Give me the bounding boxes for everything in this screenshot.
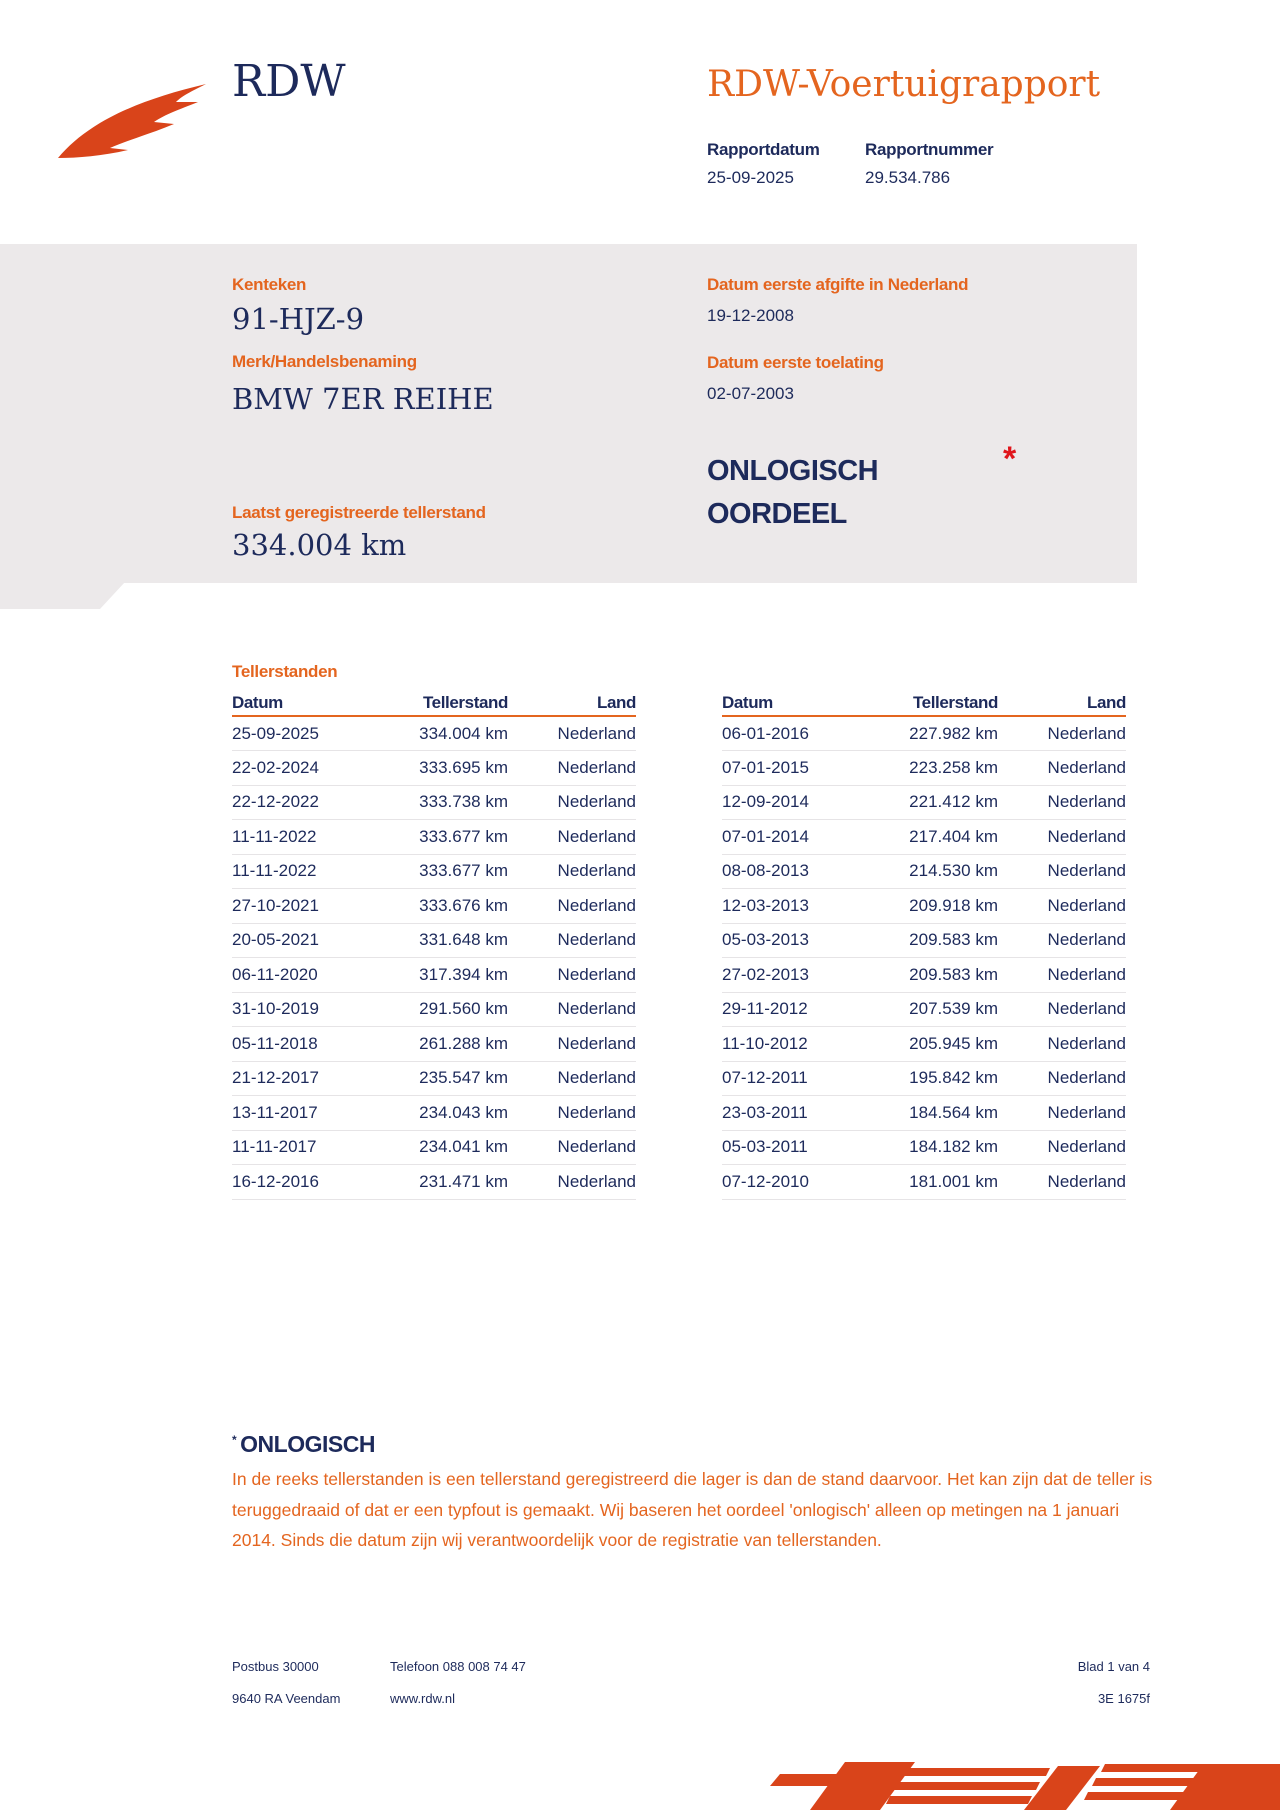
first-registration-nl-value: 19-12-2008 <box>707 306 794 325</box>
cell-odometer: 231.471 km <box>392 1165 508 1200</box>
verdict-line-2: OORDEEL <box>707 498 847 530</box>
cell-odometer: 291.560 km <box>392 992 508 1027</box>
cell-odometer: 333.677 km <box>392 854 508 889</box>
table-row <box>232 854 636 889</box>
cell-country: Nederland <box>998 1096 1126 1131</box>
cell-date: 12-09-2014 <box>722 785 882 820</box>
cell-odometer: 234.041 km <box>392 1130 508 1165</box>
cell-country: Nederland <box>508 820 636 855</box>
odometer-table-title: Tellerstanden <box>232 662 338 681</box>
table-row <box>232 1130 636 1165</box>
cell-country: Nederland <box>998 820 1126 855</box>
cell-date: 05-11-2018 <box>232 1027 392 1062</box>
plate-value: 91-HJZ-9 <box>232 302 365 336</box>
cell-date: 11-10-2012 <box>722 1027 882 1062</box>
table-row <box>722 716 1126 751</box>
report-number: 29.534.786 <box>865 168 951 187</box>
cell-odometer: 214.530 km <box>882 854 998 889</box>
table-row <box>232 958 636 993</box>
cell-odometer: 209.583 km <box>882 923 998 958</box>
column-header-date: Datum <box>722 690 882 716</box>
cell-country: Nederland <box>998 751 1126 786</box>
table-row <box>722 751 1126 786</box>
cell-date: 27-02-2013 <box>722 958 882 993</box>
cell-country: Nederland <box>508 1130 636 1165</box>
cell-date: 20-05-2021 <box>232 923 392 958</box>
cell-country: Nederland <box>508 1165 636 1200</box>
column-header-date: Datum <box>232 690 392 716</box>
cell-date: 07-01-2015 <box>722 751 882 786</box>
cell-country: Nederland <box>508 1096 636 1131</box>
table-row <box>232 1027 636 1062</box>
cell-odometer: 207.539 km <box>882 992 998 1027</box>
table-row <box>722 889 1126 924</box>
cell-country: Nederland <box>508 751 636 786</box>
cell-date: 27-10-2021 <box>232 889 392 924</box>
cell-odometer: 184.182 km <box>882 1130 998 1165</box>
cell-country: Nederland <box>508 992 636 1027</box>
cell-date: 07-12-2011 <box>722 1061 882 1096</box>
verdict-asterisk: * <box>1003 440 1017 478</box>
report-number-label: Rapportnummer <box>865 140 994 159</box>
cell-date: 08-08-2013 <box>722 854 882 889</box>
cell-odometer: 317.394 km <box>392 958 508 993</box>
report-date-label: Rapportdatum <box>707 140 820 159</box>
cell-country: Nederland <box>998 854 1126 889</box>
cell-odometer: 333.695 km <box>392 751 508 786</box>
note-text: In de reeks tellerstanden is een tellerstand geregistreerd die lager is dan de stand daarvoor. Het kan zijn dat de teller is teruggedraaid of dat er een typfout is gemaakt. Wij baseren het oordeel 'onlogisch' alleen op metingen na 1 januari 2014. Sinds die datum zijn wij verantwoordelijk voor de registratie van tellerstanden. <box>232 1469 1153 1550</box>
footer-page-number: Blad 1 van 4 <box>1077 1659 1150 1674</box>
cell-odometer: 195.842 km <box>882 1061 998 1096</box>
cell-odometer: 205.945 km <box>882 1027 998 1062</box>
first-admission-label: Datum eerste toelating <box>707 353 884 372</box>
cell-country: Nederland <box>998 923 1126 958</box>
cell-odometer: 333.676 km <box>392 889 508 924</box>
odometer-table-right <box>722 690 1126 1200</box>
table-row <box>232 1061 636 1096</box>
cell-date: 05-03-2011 <box>722 1130 882 1165</box>
cell-odometer: 333.738 km <box>392 785 508 820</box>
cell-odometer: 333.677 km <box>392 820 508 855</box>
cell-odometer: 234.043 km <box>392 1096 508 1131</box>
cell-country: Nederland <box>508 958 636 993</box>
table-header-row <box>722 690 1126 716</box>
cell-country: Nederland <box>998 1027 1126 1062</box>
table-row <box>722 1027 1126 1062</box>
report-date: 25-09-2025 <box>707 168 794 187</box>
cell-odometer: 217.404 km <box>882 820 998 855</box>
cell-odometer: 223.258 km <box>882 751 998 786</box>
cell-date: 13-11-2017 <box>232 1096 392 1131</box>
note-marker: * <box>232 1433 237 1447</box>
odometer-rows-left <box>232 716 636 1199</box>
cell-country: Nederland <box>998 1165 1126 1200</box>
cell-odometer: 235.547 km <box>392 1061 508 1096</box>
cell-country: Nederland <box>508 716 636 751</box>
cell-odometer: 227.982 km <box>882 716 998 751</box>
cell-odometer: 209.918 km <box>882 889 998 924</box>
column-header-country: Land <box>998 690 1126 716</box>
last-odometer-label: Laatst geregistreerde tellerstand <box>232 503 486 522</box>
cell-date: 06-01-2016 <box>722 716 882 751</box>
table-row <box>722 923 1126 958</box>
note-title <box>232 1431 375 1458</box>
document-title: RDW-Voertuigrapport <box>707 64 1101 105</box>
cell-date: 11-11-2017 <box>232 1130 392 1165</box>
cell-date: 11-11-2022 <box>232 820 392 855</box>
cell-date: 07-01-2014 <box>722 820 882 855</box>
cell-odometer: 181.001 km <box>882 1165 998 1200</box>
table-row <box>232 1165 636 1200</box>
footer-address-line-1: Postbus 30000 <box>232 1659 319 1674</box>
first-admission-value: 02-07-2003 <box>707 384 794 403</box>
note-title-text: ONLOGISCH <box>240 1431 375 1457</box>
cell-date: 29-11-2012 <box>722 992 882 1027</box>
cell-country: Nederland <box>508 923 636 958</box>
cell-country: Nederland <box>508 854 636 889</box>
cell-date: 07-12-2010 <box>722 1165 882 1200</box>
cell-date: 16-12-2016 <box>232 1165 392 1200</box>
cell-odometer: 209.583 km <box>882 958 998 993</box>
verdict <box>707 450 878 536</box>
cell-date: 23-03-2011 <box>722 1096 882 1131</box>
table-row <box>232 785 636 820</box>
cell-country: Nederland <box>998 785 1126 820</box>
last-odometer-value: 334.004 km <box>232 528 407 562</box>
cell-country: Nederland <box>998 958 1126 993</box>
footer-document-code: 3E 1675f <box>1097 1691 1150 1706</box>
table-row <box>232 751 636 786</box>
cell-country: Nederland <box>508 1061 636 1096</box>
cell-date: 06-11-2020 <box>232 958 392 993</box>
cell-date: 22-12-2022 <box>232 785 392 820</box>
odometer-rows-right <box>722 716 1126 1199</box>
make-value: BMW 7ER REIHE <box>232 382 494 416</box>
cell-odometer: 331.648 km <box>392 923 508 958</box>
cell-country: Nederland <box>508 785 636 820</box>
table-row <box>722 1061 1126 1096</box>
table-row <box>722 1130 1126 1165</box>
cell-date: 05-03-2013 <box>722 923 882 958</box>
cell-country: Nederland <box>998 1130 1126 1165</box>
rdw-stripes-decoration <box>740 1756 1280 1810</box>
footer-address-line-2: 9640 RA Veendam <box>232 1691 341 1706</box>
cell-date: 21-12-2017 <box>232 1061 392 1096</box>
cell-country: Nederland <box>998 992 1126 1027</box>
table-row <box>722 785 1126 820</box>
cell-country: Nederland <box>998 716 1126 751</box>
column-header-country: Land <box>508 690 636 716</box>
table-row <box>722 1096 1126 1131</box>
table-row <box>722 992 1126 1027</box>
cell-date: 22-02-2024 <box>232 751 392 786</box>
column-header-odometer: Tellerstand <box>392 690 508 716</box>
cell-country: Nederland <box>508 889 636 924</box>
cell-odometer: 184.564 km <box>882 1096 998 1131</box>
plate-label: Kenteken <box>232 275 307 294</box>
cell-odometer: 334.004 km <box>392 716 508 751</box>
cell-odometer: 261.288 km <box>392 1027 508 1062</box>
column-header-odometer: Tellerstand <box>882 690 998 716</box>
cell-odometer: 221.412 km <box>882 785 998 820</box>
table-header-row <box>232 690 636 716</box>
table-row <box>232 992 636 1027</box>
table-row <box>722 854 1126 889</box>
footer-website[interactable]: www.rdw.nl <box>390 1691 456 1706</box>
cell-date: 11-11-2022 <box>232 854 392 889</box>
panel-tab-decoration <box>0 582 125 609</box>
table-row <box>722 820 1126 855</box>
odometer-table-left <box>232 690 636 1200</box>
rdw-logo <box>58 82 210 162</box>
table-row <box>722 1165 1126 1200</box>
first-registration-nl-label: Datum eerste afgifte in Nederland <box>707 275 969 294</box>
table-row <box>722 958 1126 993</box>
make-label: Merk/Handelsbenaming <box>232 352 417 371</box>
footer-phone: Telefoon 088 008 74 47 <box>390 1659 526 1674</box>
table-row <box>232 1096 636 1131</box>
verdict-line-1: ONLOGISCH <box>707 455 879 487</box>
table-row <box>232 923 636 958</box>
brand-name: RDW <box>232 56 346 107</box>
cell-country: Nederland <box>508 1027 636 1062</box>
cell-country: Nederland <box>998 889 1126 924</box>
cell-date: 12-03-2013 <box>722 889 882 924</box>
table-row <box>232 889 636 924</box>
cell-date: 25-09-2025 <box>232 716 392 751</box>
cell-date: 31-10-2019 <box>232 992 392 1027</box>
cell-country: Nederland <box>998 1061 1126 1096</box>
table-row <box>232 716 636 751</box>
table-row <box>232 820 636 855</box>
